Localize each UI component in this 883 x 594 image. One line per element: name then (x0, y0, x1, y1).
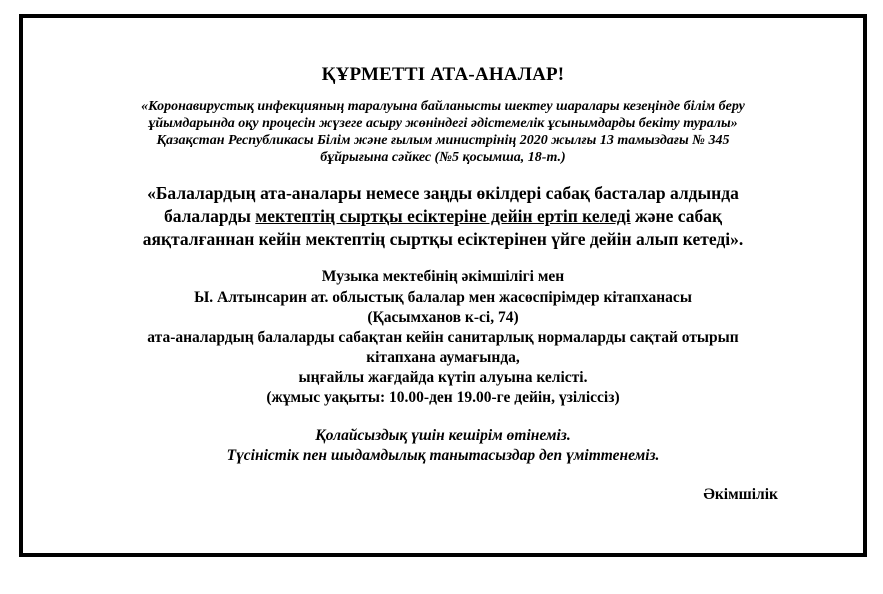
info-address: (Қасымханов к-сі, 74) (367, 309, 519, 326)
apology-line-2: Түсіністік пен шыдамдылық танытасыздар деп үміттенеміз. (226, 447, 660, 464)
info-line-4: ата-аналардың балаларды сабақтан кейін санитарлық нормаларды сақтай отырып (147, 329, 739, 346)
info-working-hours: (жұмыс уақыты: 10.00-ден 19.00-ге дейін, үзіліссіз) (266, 389, 620, 406)
quote-underlined-phrase: мектептің сыртқы есіктеріне дейін ертіп келеді (255, 206, 631, 226)
info-line-5: кітапхана аумағында, (366, 349, 520, 366)
notice-title: ҚҰРМЕТТІ АТА-АНАЛАР! (321, 64, 565, 85)
reference-line-2: ұйымдарында оқу процесін жүзеге асыру жөніндегі әдістемелік ұсынымдарды бекіту туралы» (148, 116, 738, 131)
info-line-2: Ы. Алтынсарин ат. облыстық балалар мен жасөспірімдер кітапханасы (194, 289, 692, 306)
reference-line-4: бұйрығына сәйкес (№5 қосымша, 18-т.) (320, 150, 566, 165)
apology-line-1: Қолайсыздық үшін кешірім өтінеміз. (315, 427, 571, 444)
quote-line-2-end: және сабақ (630, 206, 723, 226)
quote-line-2 (23, 208, 863, 226)
info-line-6: ыңғайлы жағдайда күтіп алуына келісті. (298, 369, 588, 386)
signature: Әкімшілік (703, 486, 778, 503)
info-line-1: Музыка мектебінің әкімшілігі мен (321, 268, 565, 285)
quote-line-3: аяқталғаннан кейін мектептің сыртқы есіктерінен үйге дейін алып кетеді». (142, 229, 744, 249)
reference-line-3: Қазақстан Республикасы Білім және ғылым министрінің 2020 жылғы 13 тамыздағы № 345 (156, 133, 730, 148)
quote-line-2-start: балаларды (163, 206, 256, 226)
reference-line-1: «Коронавирустық инфекцияның таралуына байланысты шектеу шаралары кезеңінде білім беру (141, 99, 745, 114)
quote-line-1: «Балалардың ата-аналары немесе заңды өкілдері сабақ басталар алдында (147, 183, 739, 203)
notice-frame (19, 14, 867, 557)
